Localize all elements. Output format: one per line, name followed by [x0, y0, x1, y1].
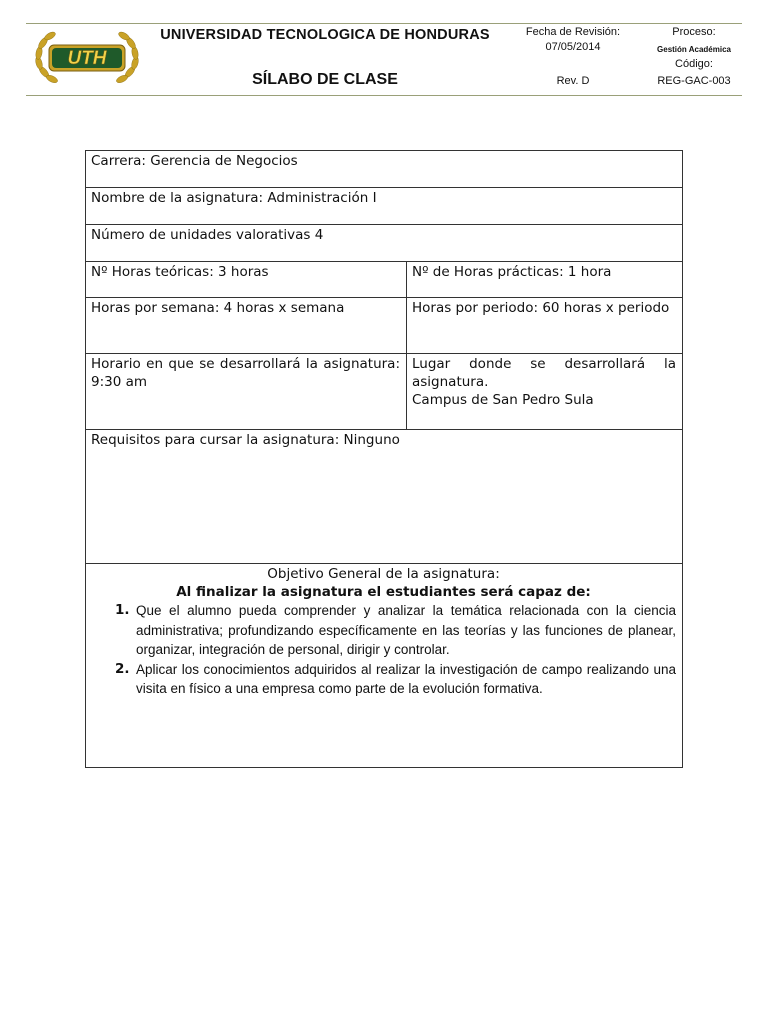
- schedule-cell: Horario en que se desarrollará la asignatura: 9:30 am: [86, 354, 407, 430]
- table-row: [86, 151, 683, 188]
- practice-hours-cell: Nº de Horas prácticas: 1 hora: [407, 262, 683, 298]
- university-name: UNIVERSIDAD TECNOLOGICA DE HONDURAS: [160, 27, 490, 43]
- theory-hours-cell: Nº Horas teóricas: 3 horas: [86, 262, 407, 298]
- course-name-cell: Nombre de la asignatura: Administración I: [86, 188, 683, 225]
- location-value: Campus de San Pedro Sula: [412, 392, 594, 408]
- objective-number: 1.: [115, 602, 130, 618]
- list-item: [91, 601, 676, 660]
- career-cell: Carrera: Gerencia de Negocios: [86, 151, 683, 188]
- objectives-cell: [86, 564, 683, 768]
- location-label: Lugar donde se desarrollará la asignatura.: [412, 356, 676, 390]
- objective-text: Que el alumno pueda comprender y analizar la temática relacionada con la ciencia administrativa; profundizando específicamente en las teorías y las funciones de planear, organizar, integración de personal, dirigir y controlar.: [136, 603, 676, 657]
- uth-logo: [32, 28, 142, 88]
- document-title: SÍLABO DE CLASE: [252, 71, 398, 88]
- objective-title: Objetivo General de la asignatura:: [267, 566, 500, 582]
- revision-date-value: 07/05/2014: [545, 41, 601, 53]
- table-row: [86, 298, 683, 354]
- table-row: [86, 354, 683, 430]
- objectives-list: [91, 601, 676, 699]
- table-row: [86, 188, 683, 225]
- period-hours-cell: Horas por periodo: 60 horas x periodo: [407, 298, 683, 354]
- syllabus-table: [85, 150, 683, 768]
- table-row: [86, 430, 683, 564]
- process-label: Proceso:: [672, 26, 716, 38]
- process-value: Gestión Académica: [657, 45, 731, 54]
- header-top-rule: [26, 23, 742, 24]
- table-row: [86, 225, 683, 262]
- revision-date-label: Fecha de Revisión:: [525, 26, 621, 38]
- table-row: [86, 564, 683, 768]
- objective-subtitle: Al finalizar la asignatura el estudiantes será capaz de:: [176, 584, 591, 600]
- objective-number: 2.: [115, 660, 130, 677]
- weekly-hours-cell: Horas por semana: 4 horas x semana: [86, 298, 407, 354]
- list-item: [91, 660, 676, 699]
- credit-units-cell: Número de unidades valorativas 4: [86, 225, 683, 262]
- revision-label: Rev. D: [556, 75, 590, 87]
- logo-text: UTH: [67, 48, 107, 69]
- location-cell: [407, 354, 683, 430]
- code-label: Código:: [675, 58, 713, 70]
- table-row: [86, 262, 683, 298]
- header-bottom-rule: [26, 95, 742, 96]
- code-value: REG-GAC-003: [657, 75, 731, 87]
- requirements-cell: Requisitos para cursar la asignatura: Ninguno: [86, 430, 683, 564]
- objective-text: Aplicar los conocimientos adquiridos al realizar la investigación de campo realizando una visita en físico a una empresa como parte de la evolución formativa.: [136, 661, 676, 696]
